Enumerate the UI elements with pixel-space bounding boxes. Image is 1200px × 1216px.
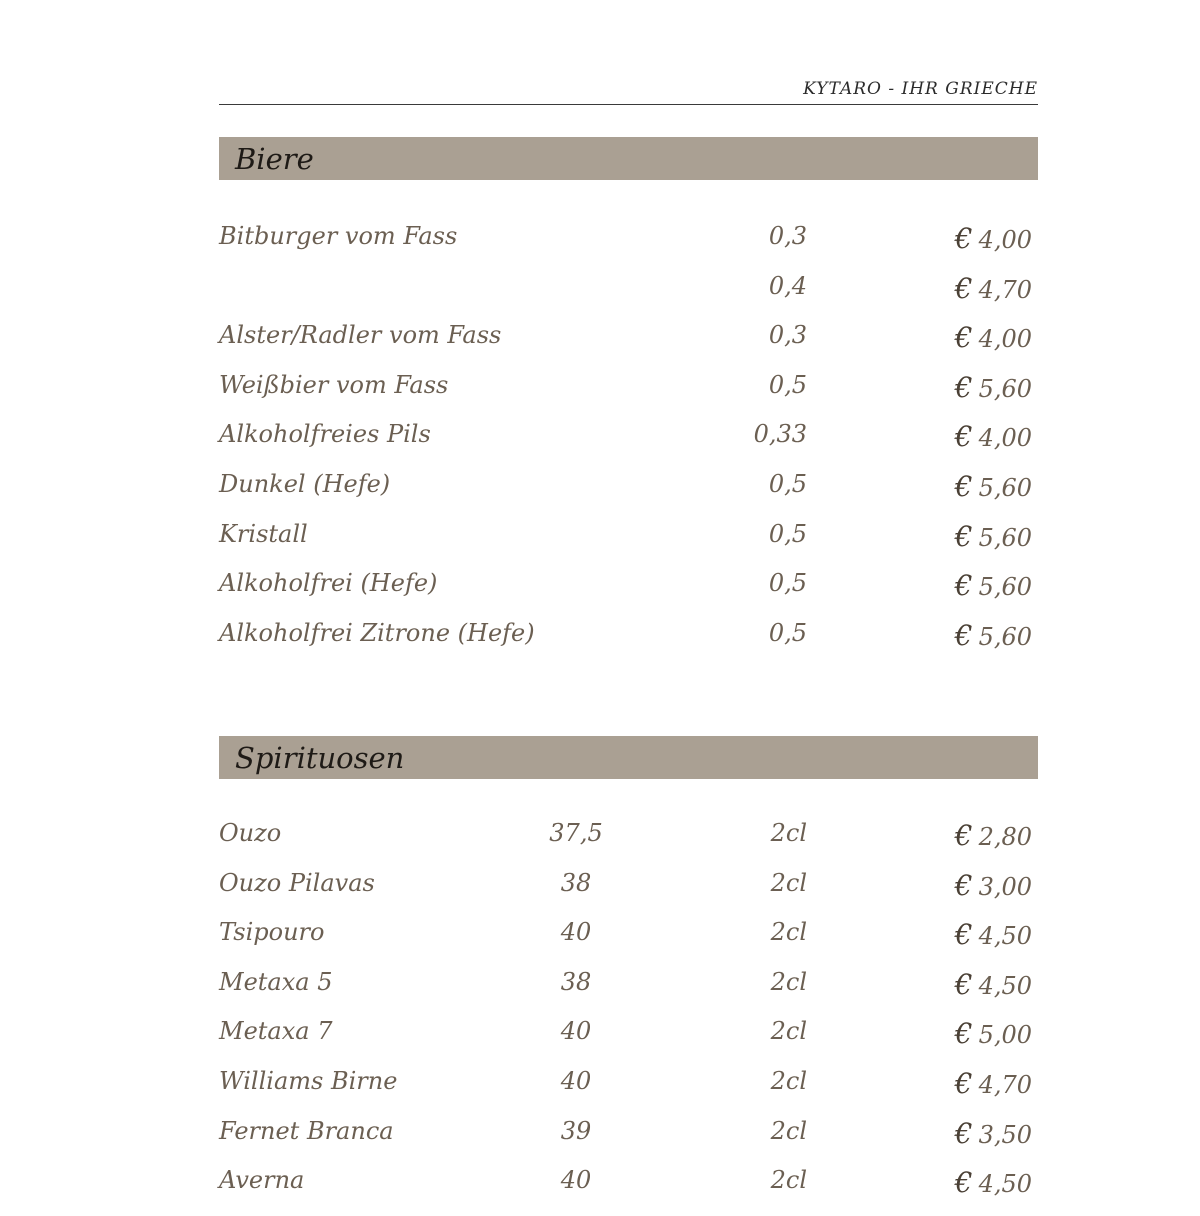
item-price: [955, 1067, 1032, 1100]
euro-icon: €: [954, 1017, 973, 1051]
euro-icon: €: [954, 222, 973, 255]
item-price: [955, 968, 1032, 1001]
item-alcohol-percent: 38: [560, 868, 592, 897]
price-value: 5,60: [978, 374, 1032, 403]
item-volume: 2cl: [770, 819, 807, 847]
list-item: [219, 918, 1038, 968]
item-volume: 2cl: [770, 967, 807, 996]
item-alcohol-percent: 39: [560, 1116, 592, 1145]
list-item: [219, 619, 1038, 669]
item-name: Alkoholfreies Pils: [219, 420, 431, 449]
item-name: Dunkel (Hefe): [219, 469, 391, 498]
euro-icon: €: [954, 1166, 973, 1200]
item-volume: 2cl: [770, 1166, 807, 1195]
price-value: 3,50: [978, 1120, 1032, 1149]
item-name: Ouzo: [219, 819, 282, 847]
item-volume: 0,3: [768, 222, 807, 250]
item-volume: 0,5: [768, 370, 807, 399]
item-name: Weißbier vom Fass: [219, 370, 449, 399]
price-value: 4,00: [978, 424, 1032, 453]
item-price: [955, 272, 1032, 305]
price-value: 4,50: [978, 922, 1032, 951]
item-volume: 0,5: [768, 618, 807, 647]
item-volume: 2cl: [770, 868, 807, 897]
euro-icon: €: [954, 420, 973, 454]
beer-list: [219, 222, 1038, 668]
restaurant-header-title: KYTARO - IHR GRIECHE: [803, 79, 1038, 99]
item-volume: 0,5: [768, 469, 807, 498]
list-item: [219, 1117, 1038, 1167]
item-volume: 2cl: [770, 1066, 807, 1095]
item-name: Williams Birne: [219, 1066, 398, 1095]
item-name: Bitburger vom Fass: [219, 222, 458, 250]
item-volume: 0,5: [768, 569, 807, 598]
list-item: [219, 470, 1038, 520]
item-name: Tsipouro: [219, 918, 325, 947]
item-alcohol-percent: 38: [560, 967, 592, 996]
price-value: 5,60: [978, 523, 1032, 552]
spirits-list: [219, 819, 1038, 1216]
price-value: 4,70: [978, 275, 1032, 304]
item-alcohol-percent: 40: [560, 918, 592, 947]
item-volume: 0,4: [768, 271, 807, 300]
price-value: 2,80: [978, 823, 1032, 851]
list-item: [219, 1017, 1038, 1067]
item-price: [955, 619, 1032, 652]
section-header-biere: [219, 137, 1038, 180]
item-volume: 0,33: [753, 420, 807, 449]
section-title: Biere: [235, 142, 314, 176]
item-volume: 0,3: [768, 321, 807, 350]
list-item: [219, 420, 1038, 470]
euro-icon: €: [954, 569, 973, 603]
item-name: Kristall: [219, 519, 308, 548]
price-value: 5,60: [978, 622, 1032, 651]
item-name: Ouzo Pilavas: [219, 868, 375, 897]
euro-icon: €: [954, 918, 973, 952]
list-item: [219, 1067, 1038, 1117]
item-price: [955, 420, 1032, 453]
item-price: [955, 918, 1032, 951]
item-name: Alkoholfrei Zitrone (Hefe): [219, 618, 535, 647]
list-item: [219, 968, 1038, 1018]
item-name: Averna: [219, 1166, 305, 1195]
euro-icon: €: [954, 1116, 973, 1150]
price-value: 4,50: [978, 1170, 1032, 1199]
euro-icon: €: [954, 967, 973, 1001]
item-alcohol-percent: 37,5: [549, 819, 603, 847]
euro-icon: €: [954, 519, 973, 553]
item-price: [955, 222, 1032, 255]
list-item: [219, 819, 1038, 869]
price-value: 5,60: [978, 473, 1032, 502]
item-name: Alster/Radler vom Fass: [219, 321, 502, 350]
euro-icon: €: [954, 271, 973, 305]
list-item: [219, 222, 1038, 272]
item-volume: 2cl: [770, 1116, 807, 1145]
price-value: 3,00: [978, 872, 1032, 901]
header-divider: [219, 104, 1038, 105]
price-value: 4,50: [978, 971, 1032, 1000]
item-name: Fernet Branca: [219, 1116, 394, 1145]
list-item: [219, 869, 1038, 919]
item-price: [955, 1166, 1032, 1199]
price-value: 5,60: [978, 573, 1032, 602]
item-volume: 0,5: [768, 519, 807, 548]
price-value: 4,70: [978, 1070, 1032, 1099]
item-alcohol-percent: 40: [560, 1017, 592, 1046]
item-price: [955, 520, 1032, 553]
menu-page: [219, 0, 1038, 1200]
list-item: [219, 272, 1038, 322]
euro-icon: €: [954, 868, 973, 902]
price-value: 4,00: [978, 325, 1032, 354]
list-item: [219, 1166, 1038, 1216]
euro-icon: €: [954, 370, 973, 404]
list-item: [219, 371, 1038, 421]
item-volume: 2cl: [770, 1017, 807, 1046]
item-price: [955, 819, 1032, 852]
item-price: [955, 470, 1032, 503]
euro-icon: €: [954, 1066, 973, 1100]
item-price: [955, 371, 1032, 404]
item-price: [955, 1017, 1032, 1050]
item-name: Metaxa 5: [219, 967, 333, 996]
euro-icon: €: [954, 469, 973, 503]
list-item: [219, 520, 1038, 570]
section-title: Spirituosen: [235, 741, 405, 775]
item-price: [955, 869, 1032, 902]
list-item: [219, 569, 1038, 619]
item-price: [955, 321, 1032, 354]
euro-icon: €: [954, 618, 973, 652]
item-name: Metaxa 7: [219, 1017, 333, 1046]
section-header-spirituosen: [219, 736, 1038, 779]
euro-icon: €: [954, 819, 973, 852]
item-alcohol-percent: 40: [560, 1166, 592, 1195]
item-price: [955, 569, 1032, 602]
price-value: 4,00: [978, 226, 1032, 254]
list-item: [219, 321, 1038, 371]
item-name: Alkoholfrei (Hefe): [219, 569, 438, 598]
item-volume: 2cl: [770, 918, 807, 947]
euro-icon: €: [954, 321, 973, 355]
price-value: 5,00: [978, 1021, 1032, 1050]
item-alcohol-percent: 40: [560, 1066, 592, 1095]
item-price: [955, 1117, 1032, 1150]
